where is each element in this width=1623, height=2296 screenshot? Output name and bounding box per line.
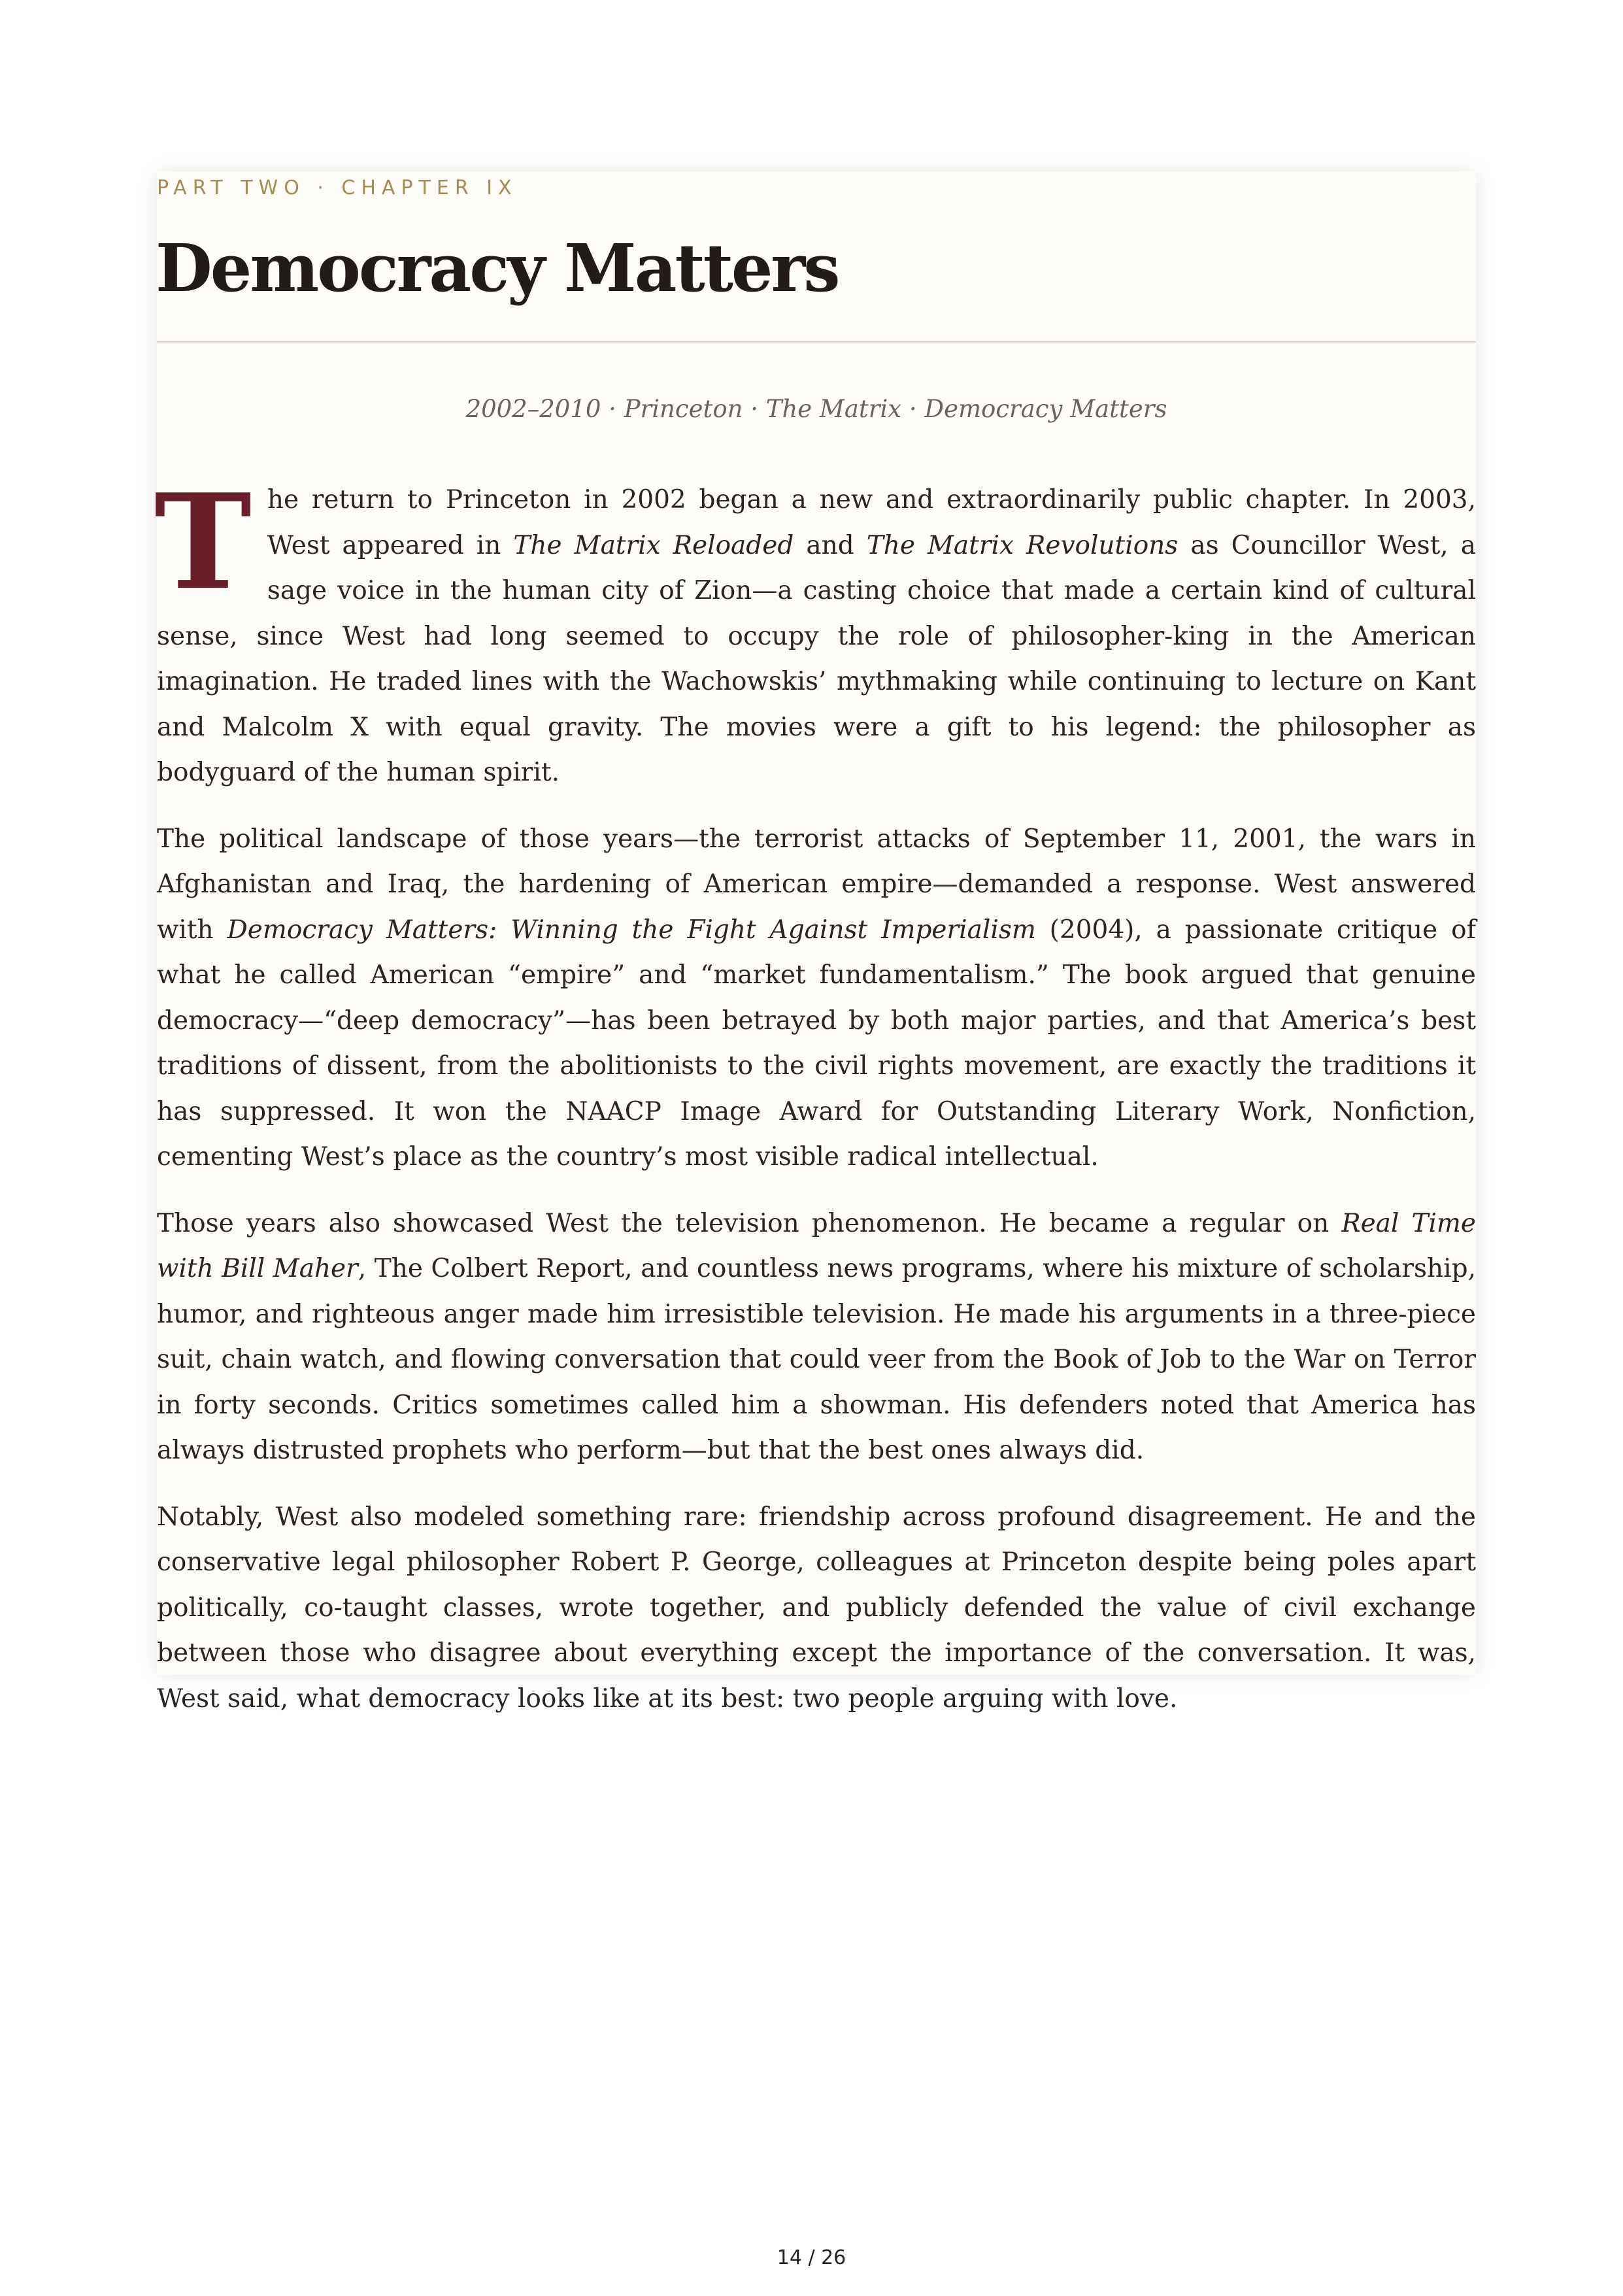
film-title: The Matrix Revolutions: [866, 530, 1179, 560]
paragraph-3: [157, 1201, 1476, 1474]
chapter-title: Democracy Matters: [156, 229, 839, 307]
paragraph-text: he return to Princeton in 2002 began a new and extraordinarily public chapter. In 2003, West appeared in: [267, 485, 1476, 560]
show-title: Real Time with Bill Maher: [157, 1208, 1476, 1283]
film-title: The Matrix Reloaded: [513, 530, 794, 560]
paragraph-text: Those years also showcased West the television phenomenon. He became a regular on: [157, 1208, 1342, 1238]
paragraph-1: [154, 465, 1476, 796]
chapter-body: [154, 465, 1476, 1742]
paragraph-text: (2004), a passionate critique of what he called American “empire” and “market fundamentalism.” The book argued that genuine democracy—“deep democracy”—has been betrayed by both major parties, and that America’s best traditions of dissent, from the abolitionists to the civil rights movement, are exactly the traditions it has suppressed. It won the NAACP Image Award for Outstanding Literary Work, Nonfiction, cementing West’s place as the country’s most visible radical intellectual.: [157, 915, 1476, 1172]
page-number: 14 / 26: [777, 2246, 846, 2269]
paragraph-text: and: [794, 530, 867, 560]
drop-cap: T: [154, 465, 252, 619]
chapter-kicker: PART TWO · CHAPTER IX: [157, 177, 518, 199]
paragraph-text: , The Colbert Report, and countless news programs, where his mixture of scholarship, humor, and righteous anger made him irresistible television. He made his arguments in a three-piece suit, chain watch, and flowing conversation that could veer from the Book of Job to the War on Terror in forty seconds. Critics sometimes called him a showman. His defenders noted that America has always distrusted prophets who perform—but that the best ones always did.: [157, 1254, 1476, 1465]
paragraph-text: as Councillor West, a sage voice in the human city of Zion—a casting choice that made a certain kind of cultural sense, since West had long seemed to occupy the role of philosopher-king in the American imagination. He traded lines with the Wachowskis’ mythmaking while continuing to lecture on Kant and Malcolm X with equal gravity. The movies were a gift to his legend: the philosopher as bodyguard of the human spirit.: [157, 530, 1476, 787]
paragraph-4: [157, 1494, 1476, 1722]
chapter-meta: 2002–2010 · Princeton · The Matrix · Democracy Matters: [465, 395, 1167, 423]
paragraph-text: The political landscape of those years—the terrorist attacks of September 11, 2001, the wars in Afghanistan and Iraq, the hardening of American empire—demanded a response. West answered with: [157, 824, 1476, 945]
book-title: Democracy Matters: Winning the Fight Against Imperialism: [227, 915, 1036, 945]
title-divider: [157, 341, 1476, 343]
paragraph-text: Notably, West also modeled something rare: friendship across profound disagreement. He and the conservative legal philosopher Robert P. George, colleagues at Princeton despite being poles apart politically, co-taught classes, wrote together, and publicly defended the value of civil exchange between those who disagree about everything except the importance of the conversation. It was, West said, what democracy looks like at its best: two people arguing with love.: [157, 1502, 1476, 1714]
paragraph-2: [157, 817, 1476, 1180]
